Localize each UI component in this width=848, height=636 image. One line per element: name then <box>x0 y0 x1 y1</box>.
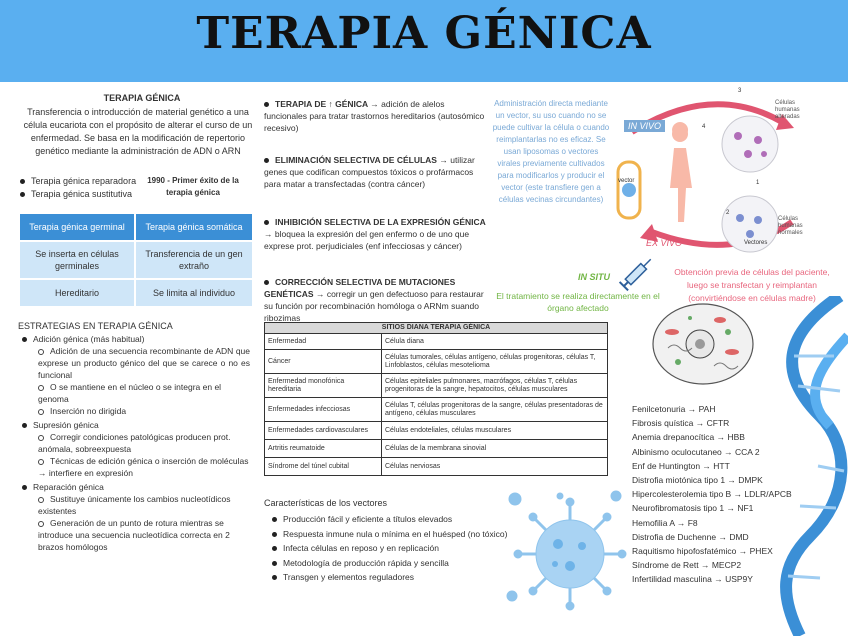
step-label: 1 <box>756 180 760 186</box>
vectores-label: Vectores <box>744 240 768 246</box>
table-cell: Células tumorales, células antígeno, células progenitoras, células T, Linfoblastos, células mesotelioma <box>382 350 608 374</box>
table-title: SITIOS DIANA TERAPIA GÉNICA <box>265 323 608 334</box>
first-success-note: 1990 - Primer éxito de la terapia génica <box>147 176 239 197</box>
step-label: 4 <box>702 124 706 130</box>
in-situ-text: El tratamiento se realiza directamente en el órgano afectado <box>496 291 660 313</box>
disease-item: Anemia drepanocítica → HBB <box>632 432 745 443</box>
vectors-heading: Características de los vectores <box>264 498 388 508</box>
strategy-title: Reparación génica <box>22 481 250 493</box>
vector-label: vector <box>618 178 635 184</box>
table-cell: Hereditario <box>19 279 135 307</box>
strategy-title: Supresión génica <box>22 419 250 431</box>
strategy-title: Adición génica (más habitual) <box>22 333 250 345</box>
table-cell: Enfermedad monofónica hereditaria <box>265 374 382 398</box>
table-header: Enfermedad <box>265 334 382 350</box>
disease-item: Fenilcetonuria → PAH <box>632 404 716 414</box>
table-cell: Células T, células progenitoras de la sangre, células presentadoras de antígeno, células musculares <box>382 398 608 422</box>
disease-item: Infertilidad masculina → USP9Y <box>632 574 753 585</box>
ex-vivo-text: Obtención previa de células del paciente, luego se transfectan y reimplantan (convirtiéndose en células madre) <box>674 267 830 303</box>
table-cell: Síndrome del túnel cubital <box>265 458 382 476</box>
germinal-somatic-table <box>18 212 254 308</box>
disease-item: Distrofia miotónica tipo 1 → DMPK <box>632 475 763 486</box>
vector-item: Infecta células en reposo y en replicación <box>272 541 512 556</box>
in-vivo-label: IN VIVO <box>624 120 665 132</box>
cell-illustration <box>650 300 756 388</box>
in-situ-label: IN SITU <box>578 272 611 282</box>
table-cell: Células epiteliales pulmonares, macrófagos, células T, células progenitoras de la sangre, hepatocitos, células musculares <box>382 374 608 398</box>
disease-item: Albinismo oculocutaneo → CCA 2 <box>632 446 760 457</box>
definition-heading: TERAPIA GÉNICA <box>103 93 181 103</box>
disease-item: Hipercolesterolemia tipo B → LDLR/APCB <box>632 489 792 500</box>
in-vivo-text: Administración directa mediante un vector, su uso cuando no se puede cultivar la célula o cuando reimplantarlas no es eficaz. Se usan liposomas o vectores virales previamente cultivados para modificarlos y producir el vector (este transfiere gen a células vecinas circundantes) <box>492 99 610 204</box>
strategy-item: Técnicas de edición génica o inserción de moléculas → interfiere en expresión <box>38 456 249 478</box>
page-title: TERAPIA GÉNICA <box>196 8 652 59</box>
ex-vivo-label: EX VIVO <box>646 238 683 248</box>
disease-item: Hemofilia A → F8 <box>632 517 698 528</box>
therapy-type-item: ELIMINACIÓN SELECTIVA DE CÉLULAS → utilizar genes que codifican compuestos tóxicos o profármacos para matar a transfectadas (contra cáncer) <box>264 155 475 189</box>
vector-item: Producción fácil y eficiente a títulos elevados <box>272 512 512 527</box>
disease-item: Raquitismo hipofosfatémico → PHEX <box>632 546 773 557</box>
vector-item: Metodología de producción rápida y sencilla <box>272 556 512 571</box>
type-item: Terapia génica sustitutiva <box>20 188 140 201</box>
table-cell: Cáncer <box>265 350 382 374</box>
strategy-item: Generación de un punto de rotura mientras se introduce una secuencia nucleotídica correcta en 2 brazos homólogos <box>38 518 230 552</box>
table-cell: Se limita al individuo <box>135 279 253 307</box>
therapy-type-item: CORRECCIÓN SELECTIVA DE MUTACIONES GENÉTICAS → corregir un gen defectuoso para restaurar su función por recombinación homóloga o ARNm suando ribozimas <box>264 277 484 323</box>
normal-cells-label: Células humanas normales <box>778 216 803 236</box>
altered-cells-label: Células humanas alteradas <box>775 100 800 120</box>
vectors-list <box>272 512 512 585</box>
therapy-type-item: INHIBICIÓN SELECTIVA DE LA EXPRESIÓN GÉNICA → bloquea la expresión del gen enfermo o de uno que exprese prot. perjudiciales (enf infecciosas y cáncer) <box>264 217 486 251</box>
syringe-icon <box>618 252 658 292</box>
type-item: Terapia génica reparadora <box>20 175 140 188</box>
vector-item: Transgen y elementos reguladores <box>272 570 512 585</box>
therapy-types <box>264 98 486 324</box>
vector-item: Respuesta inmune nula o mínima en el huésped (no tóxico) <box>272 527 512 542</box>
strategies-list <box>22 333 250 553</box>
table-cell: Artritis reumatoide <box>265 440 382 458</box>
target-sites-table <box>264 322 608 476</box>
disease-item: Neurofibromatosis tipo 1 → NF1 <box>632 503 754 514</box>
therapy-type-item: TERAPIA DE ↑ GÉNICA → adición de alelos funcionales para tratar trastornos hereditarios (autosómico recesivo) <box>264 99 485 133</box>
table-cell: Enfermedades infecciosas <box>265 398 382 422</box>
strategies-heading: ESTRATEGIAS EN TERAPIA GÉNICA <box>18 321 173 331</box>
table-cell: Células nerviosas <box>382 458 608 476</box>
disease-gene-list <box>632 402 802 587</box>
table-cell: Enfermedades cardiovasculares <box>265 422 382 440</box>
table-cell: Transferencia de un gen extraño <box>135 241 253 279</box>
step-label: 3 <box>738 88 742 94</box>
strategy-item: Inserción no dirigida <box>22 405 250 417</box>
strategy-item: Corregir condiciones patológicas producen prot. anómala, sobreexpuesta <box>38 432 231 454</box>
strategy-item: O se mantiene en el núcleo o se integra en el genoma <box>38 382 222 404</box>
definition-text: Transferencia o introducción de material genético a una célula eucariota con el propósito de alterar el curso de un enfermedad. Se basa en la modificación de repertorio genético mediante la administración de ADN o ARN <box>23 107 253 156</box>
table-cell: Células de la membrana sinovial <box>382 440 608 458</box>
strategy-item: Sustituye únicamente los cambios nucleotídicos existentes <box>38 494 231 516</box>
strategy-item: Adición de una secuencia recombinante de ADN que exprese un producto génico del que se carece o no es funcional <box>38 346 250 380</box>
table-cell: Se inserta en células germinales <box>19 241 135 279</box>
disease-item: Enf de Huntington → HTT <box>632 460 730 471</box>
types-list <box>20 175 140 201</box>
table-header: Célula diana <box>382 334 608 350</box>
disease-item: Fibrosis quística → CFTR <box>632 418 730 429</box>
disease-item: Síndrome de Rett → MECP2 <box>632 560 742 571</box>
virus-illustration <box>500 484 630 614</box>
header-band <box>0 0 848 82</box>
step-label: 2 <box>726 210 730 216</box>
disease-item: Distrofia de Duchenne → DMD <box>632 531 749 542</box>
table-cell: Células endoteliales, células musculares <box>382 422 608 440</box>
table-header: Terapia génica somática <box>135 213 253 241</box>
table-header: Terapia génica germinal <box>19 213 135 241</box>
